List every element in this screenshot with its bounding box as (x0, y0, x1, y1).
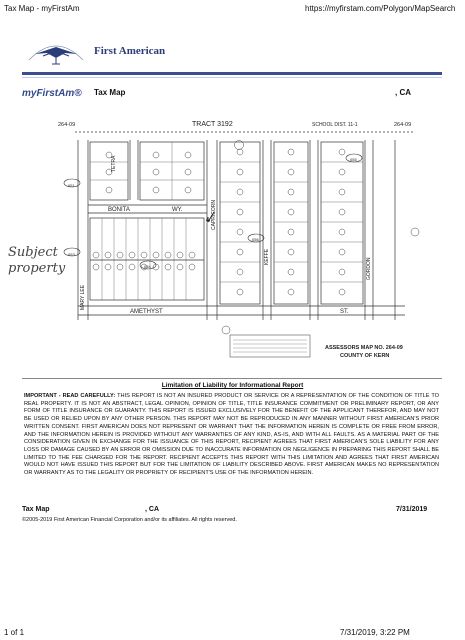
street-amethyst: AMETHYST (130, 309, 163, 315)
handwritten-property: property (8, 261, 66, 276)
liability-heading: Limitation of Liability for Informational Report (161, 382, 304, 389)
report-location: , CA (395, 88, 411, 97)
street-keffe: KEFFE (264, 248, 270, 265)
footer-title: Tax Map (22, 506, 50, 513)
product-name: myFirstAm® (22, 88, 82, 99)
parcel-tag-053: 053 (68, 252, 75, 257)
page-url[interactable]: https://myfirstam.com/Polygon/MapSearch (305, 4, 456, 13)
footer-location: , CA (145, 506, 159, 513)
liability-text (24, 393, 439, 478)
page-title: Tax Map - myFirstAm (4, 4, 80, 13)
county-label: COUNTY OF KERN (340, 353, 390, 359)
copyright: ©2005-2019 First American Financial Corporation and/or its affiliates. All rights reserved. (22, 517, 237, 523)
first-american-logo (25, 38, 87, 75)
street-tetra: TETRA (111, 155, 117, 172)
tax-map (8, 110, 445, 375)
parcel-tag-056: 056 (252, 237, 259, 242)
school-district-label: SCHOOL DIST. 11-1 (312, 122, 358, 128)
street-wy: WY. (172, 207, 183, 213)
handwritten-subject: Subject (8, 245, 58, 260)
parcel-tag-051: 051 (68, 183, 75, 188)
report-title: Tax Map (94, 88, 126, 97)
book-right-label: 264-09 (394, 122, 412, 128)
footer-date: 7/31/2019 (396, 506, 428, 513)
parcel-tag-055: 055 (350, 157, 357, 162)
assessor-map-label: ASSESSORS MAP NO. 264-09 (325, 345, 403, 351)
street-bonita: BONITA (108, 207, 130, 213)
street-st: ST. (340, 309, 349, 315)
page-count: 1 of 1 (4, 628, 25, 637)
parcel-tag-054: 054 (144, 264, 151, 269)
brand-divider-thin (22, 77, 442, 78)
book-left-label: 264-09 (58, 122, 76, 128)
tract-label: TRACT 3192 (192, 121, 233, 128)
printed-datetime: 7/31/2019, 3:22 PM (340, 628, 410, 637)
brand-divider (22, 72, 442, 75)
liability-body: THIS REPORT IS NOT AN INSURED PRODUCT OR SERVICE OR A REPRESENTATION OF THE CONDITION OF TITLE TO REAL PROPERTY. IT IS NOT AN ABSTRACT, LEGAL OPINION, OPINION OF TITLE, TITLE INSURANCE COMMITMENT OR PRELIMINARY REPORT, OR ANY FORM OF TITLE INSURANCE OR GUARANTY. THIS REPORT IS ISSUED EXCLUSIVELY FOR THE BENEFIT OF THE APPLICANT THEREFOR, AND MAY NOT BE USED OR RELIED UPON BY ANY OTHER PERSON. THIS REPORT MAY NOT BE REPRODUCED IN ANY MANNER WITHOUT FIRST AMERICAN'S PRIOR WRITTEN CONSENT. FIRST AMERICAN DOES NOT REPRESENT OR WARRANT THAT THE INFORMATION HEREIN IS COMPLETE OR FREE FROM ERROR, AND THE INFORMATION HEREIN IS PROVIDED WITHOUT ANY WARRANTIES OF ANY KIND, AS-IS, AND WITH ALL FAULTS. AS A MATERIAL PART OF THE CONSIDERATION GIVEN IN EXCHANGE FOR THE ISSUANCE OF THIS REPORT, RECIPIENT AGREES THAT FIRST AMERICAN'S SOLE LIABILITY FOR ANY LOSS OR DAMAGE CAUSED BY AN ERROR OR OMISSION DUE TO INACCURATE INFORMATION OR NEGLIGENCE IN PREPARING THIS REPORT SHALL BE LIMITED TO THE FEE CHARGED FOR THE REPORT. RECIPIENT ACCEPTS THIS REPORT WITH THIS LIMITATION AND AGREES THAT FIRST AMERICAN WOULD NOT HAVE ISSUED THIS REPORT BUT FOR THE LIMITATION OF LIABILITY DESCRIBED ABOVE. FIRST AMERICAN MAKES NO REPRESENTATION OR WARRANTY AS TO THE LEGALITY OR PROPRIETY OF RECIPIENT'S USE OF THE INFORMATION HEREIN. (24, 393, 440, 477)
street-gordon: GORDON (366, 257, 372, 280)
street-capricorn: CAPRICORN (211, 199, 217, 230)
liability-lead: IMPORTANT - READ CAREFULLY: (24, 393, 116, 399)
section-divider (22, 378, 442, 379)
brand-name: First American (94, 45, 166, 57)
street-mary-lee: MARY LEE (80, 284, 86, 310)
